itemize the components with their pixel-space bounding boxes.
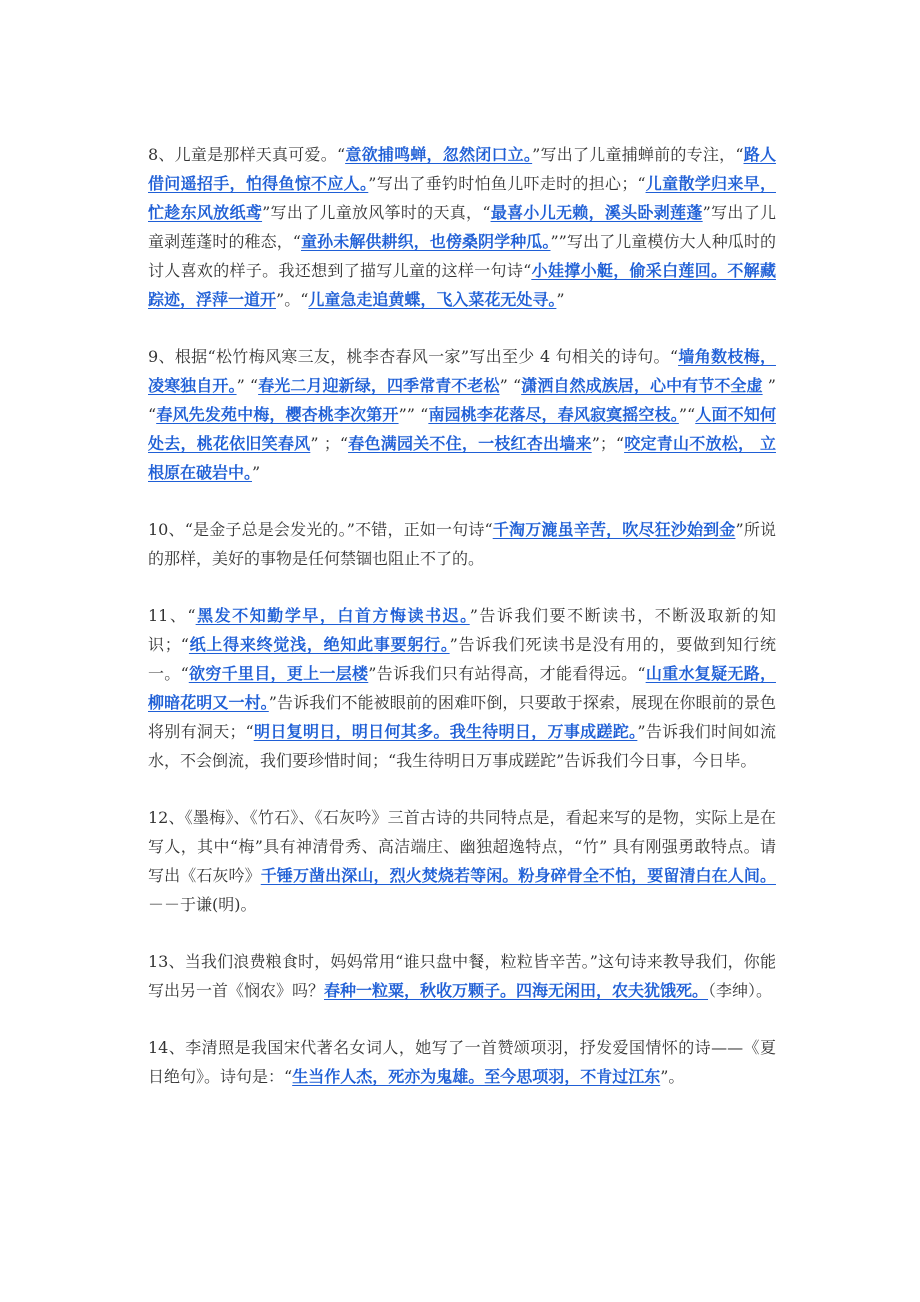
- question-text: ”告诉我们只有站得高，才能看得远。“: [368, 664, 646, 683]
- question-text: ” ；“: [310, 434, 349, 453]
- question-text: －－于谦(明)。: [148, 895, 257, 914]
- question-text: 13、当我们浪费粮食时，妈妈常用“谁只盘中餐，粒粒皆辛苦。”这句诗来教导我们，你能写出另一首《悯农》吗？: [148, 952, 776, 1000]
- answer-text: 童孙未解供耕织，也傍桑阴学种瓜。: [300, 232, 551, 251]
- question-text: 12、《墨梅》、《竹石》、《石灰吟》三首古诗的共同特点是，看起来写的是物，实际上是在写人，其中“梅”具有神清骨秀、高洁端庄、幽独超逸特点，“竹” 具有刚强勇敢特点。请写出《石灰吟》: [148, 808, 776, 885]
- answer-text: 明日复明日，明日何其多。我生待明日，万事成蹉跎。: [253, 722, 638, 741]
- answer-text: 春色满园关不住，一枝红杏出墙来: [348, 434, 592, 453]
- question-text: ”: [556, 290, 565, 309]
- answer-text: 南园桃李花落尽，春风寂寞摇空枝。: [428, 405, 679, 424]
- answer-text: 山重水复疑无路，柳暗花明又一村。: [148, 664, 776, 712]
- answer-text: 春种一粒粟，秋收万颗子。四海无闲田，农夫犹饿死。: [324, 981, 709, 1000]
- question-item-8: [148, 140, 776, 314]
- answer-text: 黑发不知勤学早，白首方悔读书迟。: [195, 606, 470, 625]
- answer-text: 墙角数枝梅，凌寒独自开。: [148, 347, 776, 395]
- answer-text: 最喜小儿无赖，溪头卧剥莲蓬: [490, 203, 703, 222]
- answer-text: 人面不知何处去，桃花依旧笑春风: [148, 405, 776, 453]
- question-item-14: [148, 1033, 776, 1091]
- question-text: ”告诉我们不能被眼前的困难吓倒，只要敢于探索，展现在你眼前的景色将别有洞天；“: [148, 693, 776, 741]
- question-text: 14、李清照是我国宋代著名女词人，她写了一首赞颂项羽，抒发爱国情怀的诗——《夏日绝句》。诗句是：“: [148, 1038, 776, 1086]
- question-text: ”告诉我们死读书是没有用的，要做到知行统一。“: [148, 635, 776, 683]
- question-text: ”所说的那样，美好的事物是任何禁锢也阻止不了的。: [148, 520, 776, 568]
- question-text: 11、“: [148, 606, 196, 625]
- document-body: [148, 140, 776, 1119]
- question-text: ”。: [660, 1067, 685, 1086]
- question-item-10: [148, 515, 776, 573]
- answer-text: 路人借问遥招手，怕得鱼惊不应人。: [148, 145, 776, 193]
- question-text: ”；“: [591, 434, 625, 453]
- question-text: 8、儿童是那样天真可爱。“: [148, 145, 346, 164]
- question-item-11: [148, 601, 776, 775]
- answer-text: 意欲捕鸣蝉，忽然闭口立。: [345, 145, 533, 164]
- answer-text: 千淘万漉虽辛苦，吹尽狂沙始到金: [492, 520, 736, 539]
- question-text: ” “: [236, 376, 259, 395]
- answer-text: 生当作人杰，死亦为鬼雄。至今思项羽，不肯过江东: [292, 1067, 661, 1086]
- answer-text: 儿童散学归来早，忙趁东风放纸鸢: [148, 174, 776, 222]
- question-text: ”: [252, 463, 261, 482]
- answer-text: 春风先发苑中梅，樱杏桃李次第开: [156, 405, 399, 424]
- question-item-12: [148, 803, 776, 919]
- question-text: ”写出了儿童捕蝉前的专注，“: [532, 145, 744, 164]
- question-text: ”写出了儿童放风筝时的天真，“: [262, 203, 491, 222]
- question-text: ”写出了儿童剥莲蓬时的稚态，“: [148, 203, 776, 251]
- question-text: ”写出了垂钓时怕鱼儿吓走时的担心；“: [368, 174, 646, 193]
- question-text: ”告诉我们要不断读书，不断汲取新的知识；“: [148, 606, 776, 654]
- answer-text: 小娃撑小艇，偷采白莲回。不解藏踪迹，浮萍一道开: [148, 261, 776, 309]
- answer-text: 咬定青山不放松， 立根原在破岩中。: [148, 434, 776, 482]
- answer-text: 欲穷千里目，更上一层楼: [188, 664, 369, 683]
- answer-text: 春光二月迎新绿，四季常青不老松: [258, 376, 500, 395]
- question-item-9: [148, 342, 776, 487]
- question-text: ” “: [148, 376, 776, 424]
- answer-text: 千锤万凿出深山，烈火焚烧若等闲。粉身碎骨全不怕，要留清白在人间。: [260, 866, 776, 885]
- question-text: ”“: [678, 405, 696, 424]
- question-text: ”” “: [398, 405, 429, 424]
- question-text: （李绅）。: [708, 981, 773, 1000]
- question-text: ”。“: [276, 290, 309, 309]
- question-text: ”告诉我们时间如流水，不会倒流，我们要珍惜时间；“我生待明日万事成蹉跎”告诉我们今日事，今日毕。: [148, 722, 776, 770]
- question-text: ” “: [499, 376, 522, 395]
- question-item-13: [148, 947, 776, 1005]
- question-text: 10、“是金子总是会发光的。”不错，正如一句诗“: [148, 520, 493, 539]
- answer-text: 纸上得来终觉浅，绝知此事要躬行。: [188, 635, 450, 654]
- answer-text: 潇洒自然成族居，心中有节不全虚: [521, 376, 763, 395]
- answer-text: 儿童急走追黄蝶，飞入菜花无处寻。: [308, 290, 557, 309]
- question-text: 9、根据“松竹梅风寒三友，桃李杏春风一家”写出至少 4 句相关的诗句。“: [148, 347, 679, 366]
- question-text: ””写出了儿童模仿大人种瓜时的讨人喜欢的样子。我还想到了描写儿童的这样一句诗“: [148, 232, 776, 280]
